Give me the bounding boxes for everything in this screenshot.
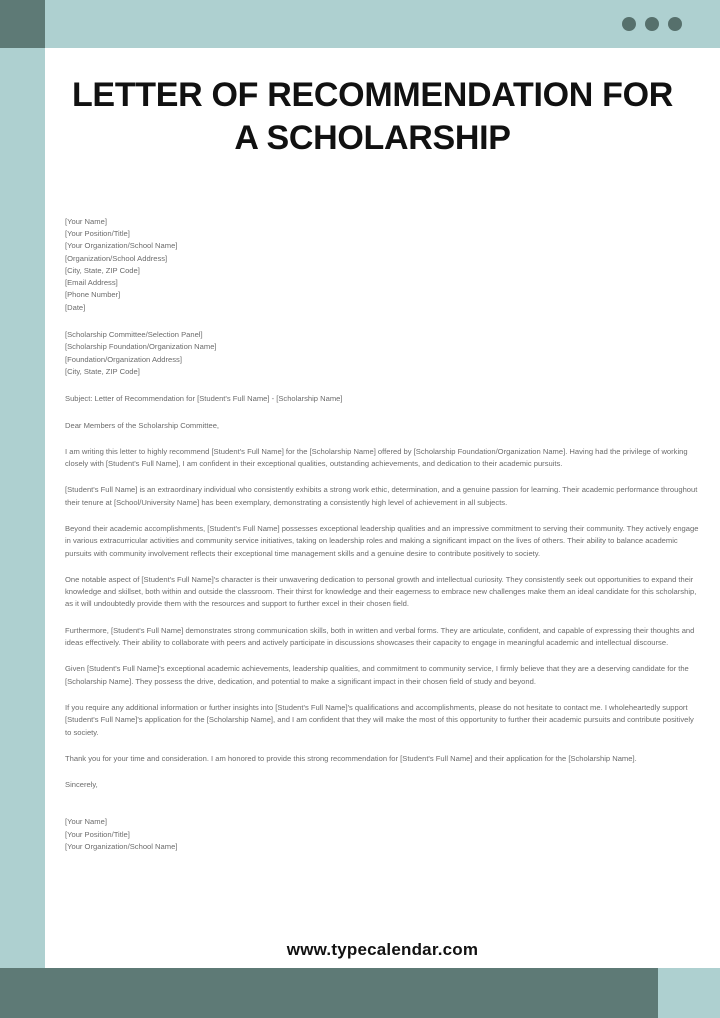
page-title: LETTER OF RECOMMENDATION FOR A SCHOLARSHIP xyxy=(71,76,674,157)
signature-line: [Your Name] xyxy=(65,817,107,827)
body-paragraph: Given [Student's Full Name]'s exceptional academic achievements, leadership qualities, and commitment to community service, I firmly believe that they are a deserving candidate for the [Scholarship Name]. They possess the drive, dedication, and potential to make a significant impact in their chosen field of study and beyond. xyxy=(65,664,689,686)
sender-line: [Your Organization/School Name] xyxy=(65,241,178,251)
letter-sheet xyxy=(45,48,720,968)
sender-line: [Organization/School Address] xyxy=(65,253,168,263)
body-paragraph: Furthermore, [Student's Full Name] demonstrates strong communication skills, both in written and verbal forms. They are articulate, confident, and capable of expressing their thoughts and ideas effectively. Their ability to collaborate with peers and actively participate in discussions showcases their capacity to engage in meaningful academic and intellectual discourse. xyxy=(65,625,695,648)
dot-icon xyxy=(645,17,659,31)
signature-block xyxy=(65,816,700,853)
subject-line: Subject: Letter of Recommendation for [Student's Full Name] - [Scholarship Name] xyxy=(65,394,343,404)
sender-line: [Your Name] xyxy=(65,216,107,226)
sender-line: [Email Address] xyxy=(65,278,118,288)
body-paragraph: One notable aspect of [Student's Full Name]'s character is their unwavering dedication to personal growth and intellectual curiosity. They consistently seek out opportunities to expand their knowledge and skillset, both within and outside the classroom. Their thirst for knowledge and their eagerness to embrace new challenges make them an ideal candidate for this scholarship, as it will undoubtedly provide them with the resources and support to further excel in their chosen field. xyxy=(65,574,697,609)
signature-line: [Your Organization/School Name] xyxy=(65,842,178,852)
recipient-line: [Scholarship Foundation/Organization Name] xyxy=(65,342,217,352)
signature-spacer xyxy=(65,805,700,816)
body-paragraph: Thank you for your time and consideration. I am honored to provide this strong recommendation for [Student's Full Name] and their application for the [Scholarship Name]. xyxy=(65,753,637,763)
body-paragraph: Beyond their academic accomplishments, [Student's Full Name] possesses exceptional leadership qualities and an impressive commitment to serving their community. They actively engage in various extracurricular activities and community service initiatives, taking on leadership roles and making a significant impact on the lives of others. Their ability to balance academic pursuits with community involvement reflects their exceptional time management skills and a genuine desire to contribute positively to society. xyxy=(65,524,699,558)
recipient-line: [Scholarship Committee/Selection Panel] xyxy=(65,330,203,340)
closing-line: Sincerely, xyxy=(65,780,98,790)
left-side-rail xyxy=(0,48,45,968)
sender-line: [Phone Number] xyxy=(65,290,121,300)
salutation: Dear Members of the Scholarship Committee, xyxy=(65,420,220,430)
body-paragraph: [Student's Full Name] is an extraordinary individual who consistently exhibits a strong work ethic, determination, and a genuine passion for learning. Their academic performance throughout their tenure at [School/University Name] has been exemplary, demonstrating a consistently high level of achievement in all subjects. xyxy=(65,485,698,507)
sender-line: [Your Position/Title] xyxy=(65,228,130,238)
body-paragraph: I am writing this letter to highly recommend [Student's Full Name] for the [Scholarship Name] offered by [Scholarship Foundation/Organization Name]. Having had the privilege of working closely with [Student's Full Name], I am confident in their exceptional qualities, outstanding achievements, and dedication to their academic pursuits. xyxy=(65,446,688,469)
recipient-line: [Foundation/Organization Address] xyxy=(65,354,182,364)
bottom-right-corner-accent xyxy=(658,968,720,1018)
sender-address-block xyxy=(65,216,700,314)
sender-line: [City, State, ZIP Code] xyxy=(65,265,140,275)
recipient-address-block xyxy=(65,329,700,378)
sender-line: [Date] xyxy=(65,302,86,312)
header-dots-decoration xyxy=(622,17,682,31)
footer-website-url: www.typecalendar.com xyxy=(286,940,479,959)
recipient-line: [City, State, ZIP Code] xyxy=(65,366,140,376)
letter-body xyxy=(45,216,720,854)
body-paragraph: If you require any additional information or further insights into [Student's Full Name]'s qualifications and accomplishments, please do not hesitate to contact me. I wholeheartedly support [Student's Full Name]'s application for the [Scholarship Name], and I am confident that they will make the most of this opportunity to further their academic pursuits and contribute positively to society. xyxy=(65,702,694,737)
signature-line: [Your Position/Title] xyxy=(65,829,130,839)
footer-band xyxy=(0,968,720,1018)
top-left-corner-accent xyxy=(0,0,45,48)
dot-icon xyxy=(622,17,636,31)
header-band xyxy=(0,0,720,48)
dot-icon xyxy=(668,17,682,31)
